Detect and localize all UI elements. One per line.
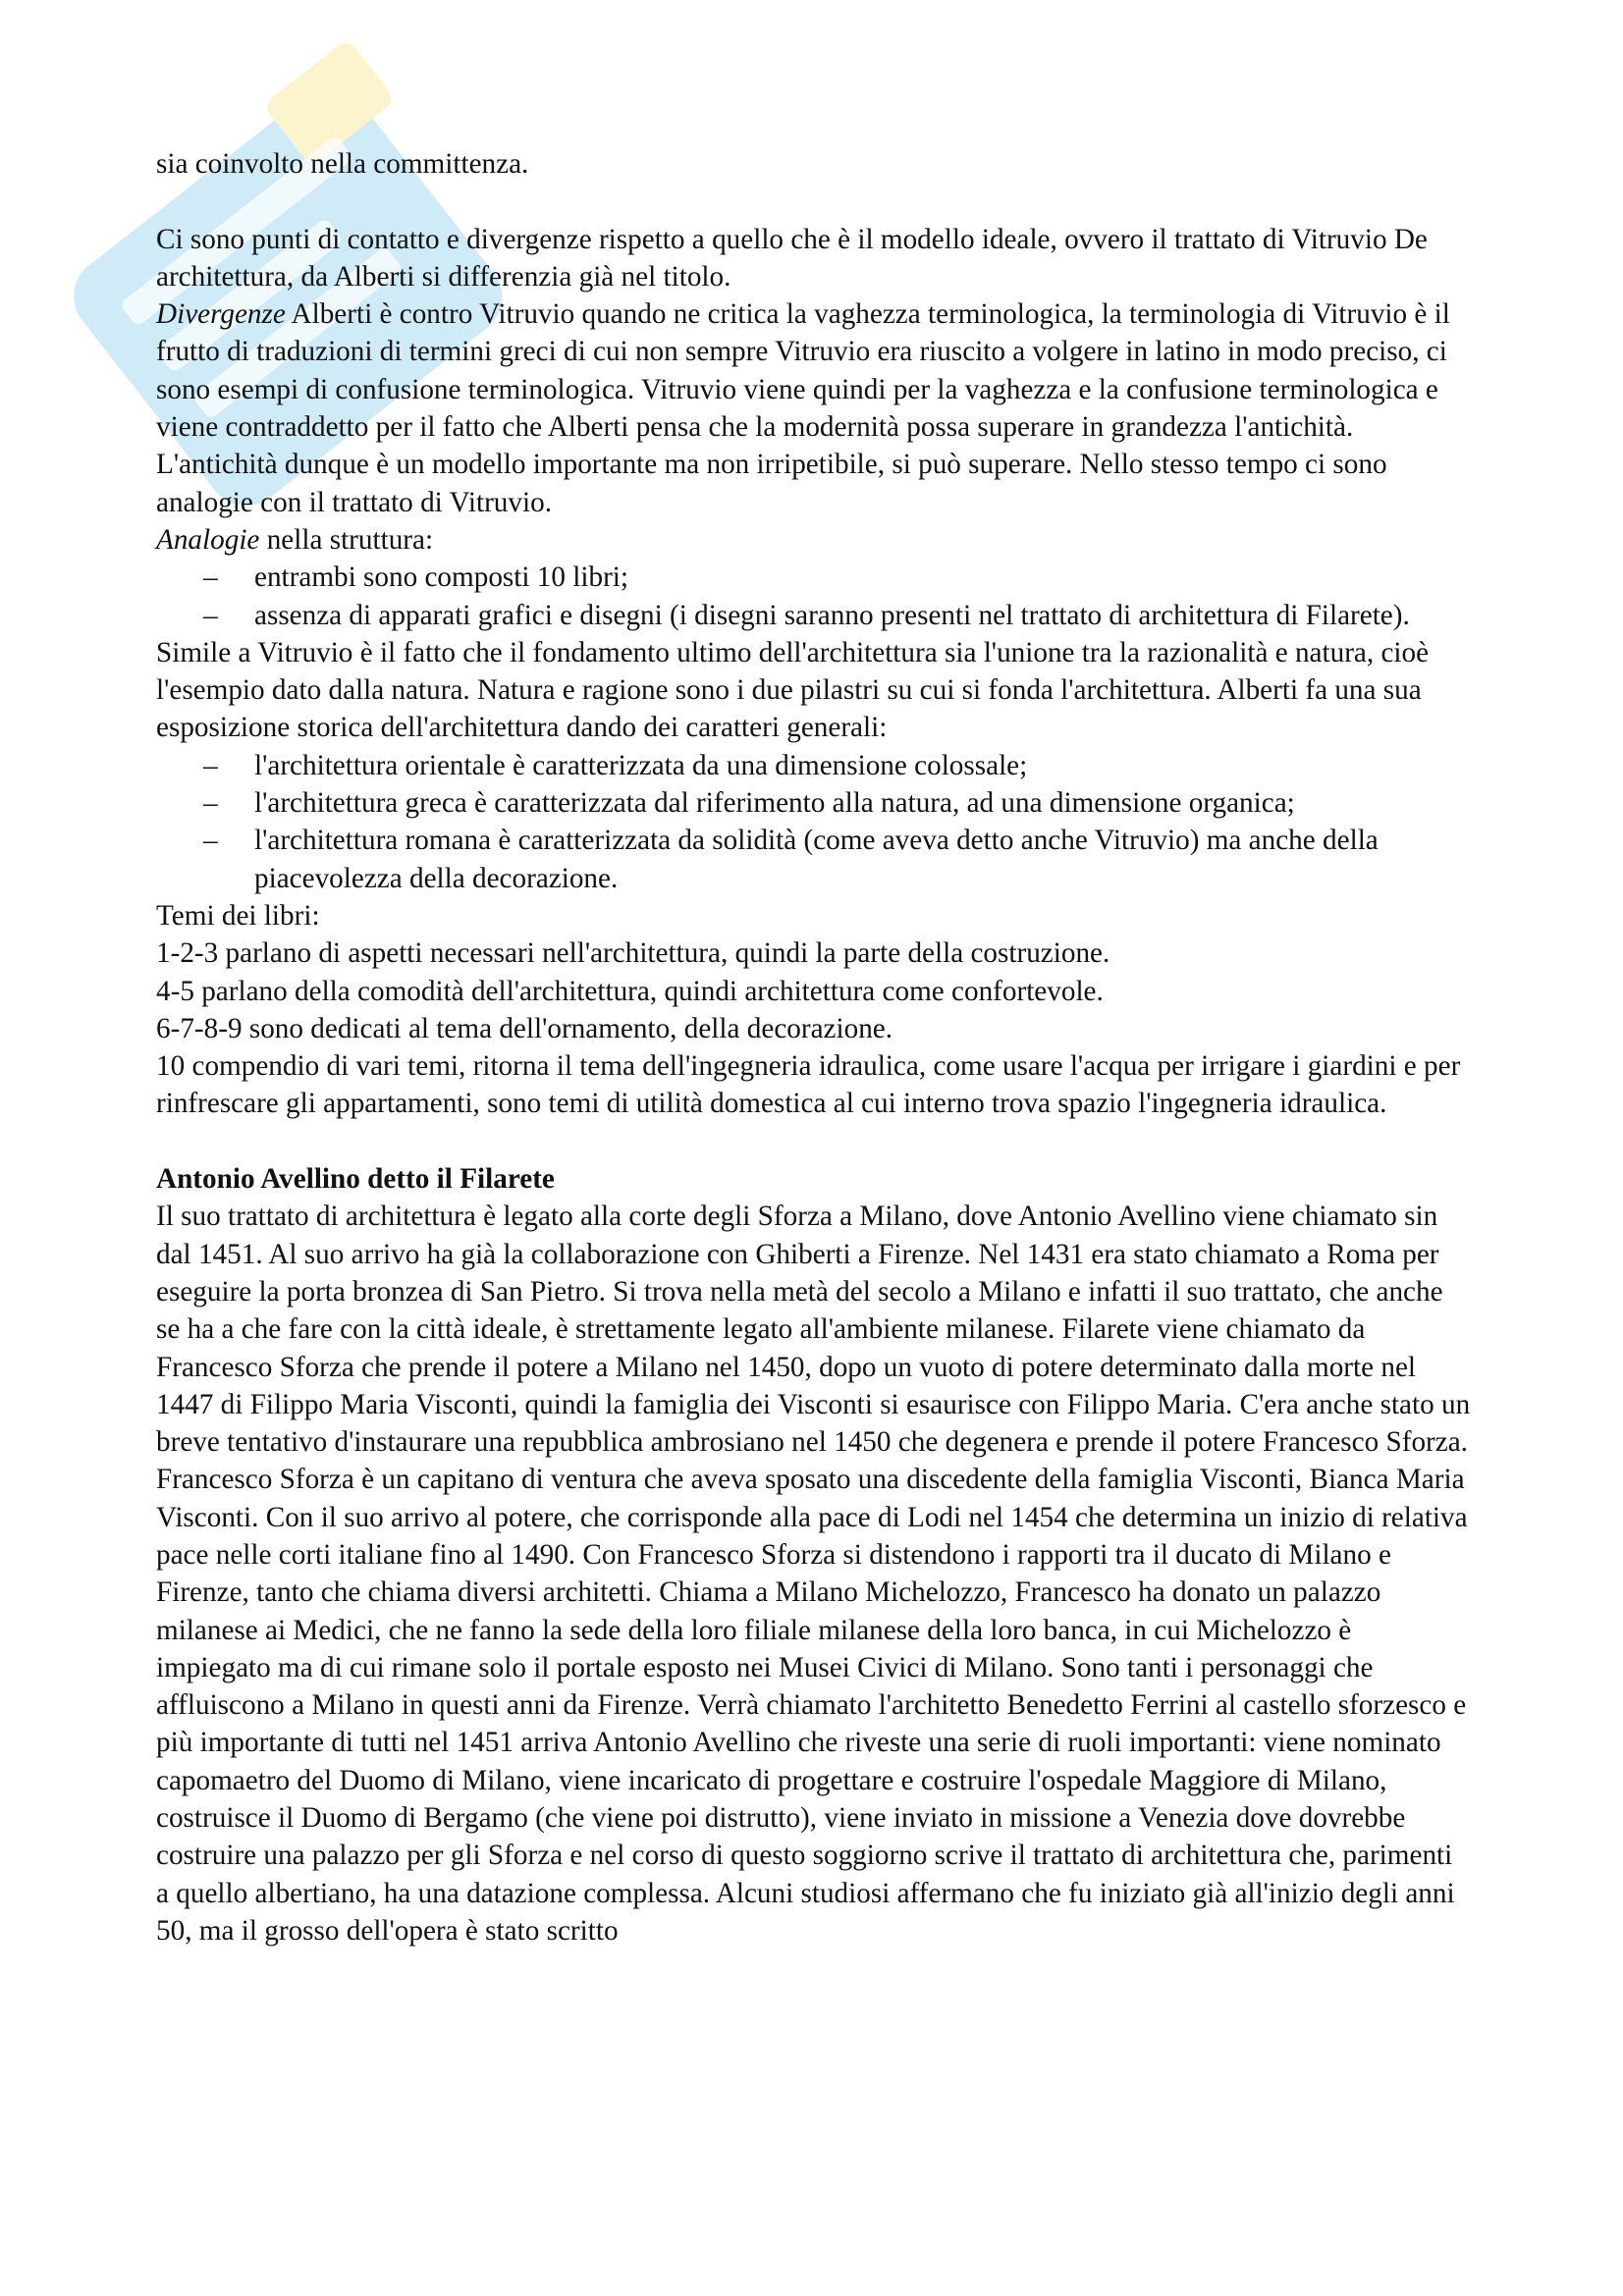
list-item <box>156 747 1472 784</box>
temi-line: 6-7-8-9 sono dedicati al tema dell'ornamento, della decorazione. <box>156 1012 893 1044</box>
list-item-text: l'architettura romana è caratterizzata da solidità (come aveva detto anche Vitruvio) ma anche della piacevolezza della decorazione. <box>254 825 1379 894</box>
section-heading: Antonio Avellino detto il Filarete <box>156 1163 555 1196</box>
divergenze-text: Alberti è contro Vitruvio quando ne critica la vaghezza terminologica, la terminologia di Vitruvio è il frutto di traduzioni di termini greci di cui non sempre Vitruvio era riuscito a volgere in latino in modo preciso, ci sono esempi di confusione terminologica. Vitruvio viene quindi per la vaghezza e la confusione terminologica e viene contraddetto per il fatto che Alberti pensa che la modernità possa superare in grandezza l'antichità. L'antichità dunque è un modello importante ma non irripetibile, si può superare. Nello stesso tempo ci sono analogie con il trattato di Vitruvio. <box>156 298 1450 518</box>
dash-bullet-icon: – <box>203 599 218 631</box>
paragraph-gap <box>156 1123 1472 1160</box>
list-item-text: l'architettura greca è caratterizzata dal riferimento alla natura, ad una dimensione organica; <box>254 787 1295 820</box>
list-item-text: assenza di apparati grafici e disegni (i disegni saranno presenti nel trattato di architettura di Filarete). <box>254 599 1410 631</box>
dash-bullet-icon: – <box>203 825 218 857</box>
temi-title: Temi dei libri: <box>156 899 320 932</box>
list-item-text: entrambi sono composti 10 libri; <box>254 561 629 594</box>
analogie-label: Analogie <box>156 523 260 556</box>
dash-bullet-icon: – <box>203 787 218 820</box>
temi-line: 10 compendio di vari temi, ritorna il tema dell'ingegneria idraulica, come usare l'acqua per irrigare i giardini e per rinfrescare gli appartamenti, sono temi di utilità domestica al cui interno trova spazio l'ingegneria idraulica. <box>156 1050 1461 1120</box>
list-item <box>156 784 1472 822</box>
document-page <box>156 145 1472 1949</box>
paragraph-analogie <box>156 521 1472 559</box>
temi-line: 1-2-3 parlano di aspetti necessari nell'architettura, quindi la parte della costruzione. <box>156 937 1110 970</box>
paragraph-simile: Simile a Vitruvio è il fatto che il fondamento ultimo dell'architettura sia l'unione tra la razionalità e natura, cioè l'esempio dato dalla natura. Natura e ragione sono i due pilastri su cui si fonda l'architettura. Alberti fa una sua esposizione storica dell'architettura dando dei caratteri generali: <box>156 636 1430 744</box>
dash-bullet-icon: – <box>203 749 218 781</box>
list-item <box>156 559 1472 596</box>
intro-line: sia coinvolto nella committenza. <box>156 148 529 180</box>
paragraph-gap <box>156 183 1472 220</box>
dash-bullet-icon: – <box>203 561 218 594</box>
paragraph-contatto: Ci sono punti di contatto e divergenze rispetto a quello che è il modello ideale, ovvero il trattato di Vitruvio De architettura, da Alberti si differenzia già nel titolo. <box>156 223 1428 293</box>
list-item-text: l'architettura orientale è caratterizzata da una dimensione colossale; <box>254 749 1028 781</box>
paragraph-filarete: Il suo trattato di architettura è legato alla corte degli Sforza a Milano, dove Antonio Avellino viene chiamato sin dal 1451. Al suo arrivo ha già la collaborazione con Ghiberti a Firenze. Nel 1431 era stato chiamato a Roma per eseguire la porta bronzea di San Pietro. Si trova nella metà del secolo a Milano e infatti il suo trattato, che anche se ha a che fare con la città ideale, è strettamente legato all'ambiente milanese. Filarete viene chiamato da Francesco Sforza che prende il potere a Milano nel 1450, dopo un vuoto di potere determinato dalla morte nel 1447 di Filippo Maria Visconti, quindi la famiglia dei Visconti si esaurisce con Filippo Maria. C'era anche stato un breve tentativo d'instaurare una repubblica ambrosiano nel 1450 che degenera e prende il potere Francesco Sforza. Francesco Sforza è un capitano di ventura che aveva sposato una discedente della famiglia Visconti, Bianca Maria Visconti. Con il suo arrivo al potere, che corrisponde alla pace di Lodi nel 1454 che determina un inizio di relativa pace nelle corti italiane fino al 1490. Con Francesco Sforza si distendono i rapporti tra il ducato di Milano e Firenze, tanto che chiama diversi architetti. Chiama a Milano Michelozzo, Francesco ha donato un palazzo milanese ai Medici, che ne fanno la sede della loro filiale milanese della loro banca, in cui Michelozzo è impiegato ma di cui rimane solo il portale esposto nei Musei Civici di Milano. Sono tanti i personaggi che affluiscono a Milano in questi anni da Firenze. Verrà chiamato l'architetto Benedetto Ferrini al castello sforzesco e più importante di tutti nel 1451 arriva Antonio Avellino che riveste una serie di ruoli importanti: viene nominato capomaetro del Duomo di Milano, viene incaricato di progettare e costruire l'ospedale Maggiore di Milano, costruisce il Duomo di Bergamo (che viene poi distrutto), viene inviato in missione a Venezia dove dovrebbe costruire una palazzo per gli Sforza e nel corso di questo soggiorno scrive il trattato di architettura che, parimenti a quello albertiano, ha una datazione complessa. Alcuni studiosi affermano che fu iniziato già all'inizio degli anni 50, ma il grosso dell'opera è stato scritto <box>156 1201 1471 1947</box>
divergenze-label: Divergenze <box>156 298 286 331</box>
list-item <box>156 822 1472 897</box>
analogie-list <box>156 559 1472 634</box>
list-item <box>156 597 1472 634</box>
caratteri-list <box>156 747 1472 897</box>
paragraph-divergenze <box>156 295 1472 521</box>
temi-line: 4-5 parlano della comodità dell'architettura, quindi architettura come confortevole. <box>156 975 1104 1007</box>
analogie-text: nella struttura: <box>259 523 434 556</box>
